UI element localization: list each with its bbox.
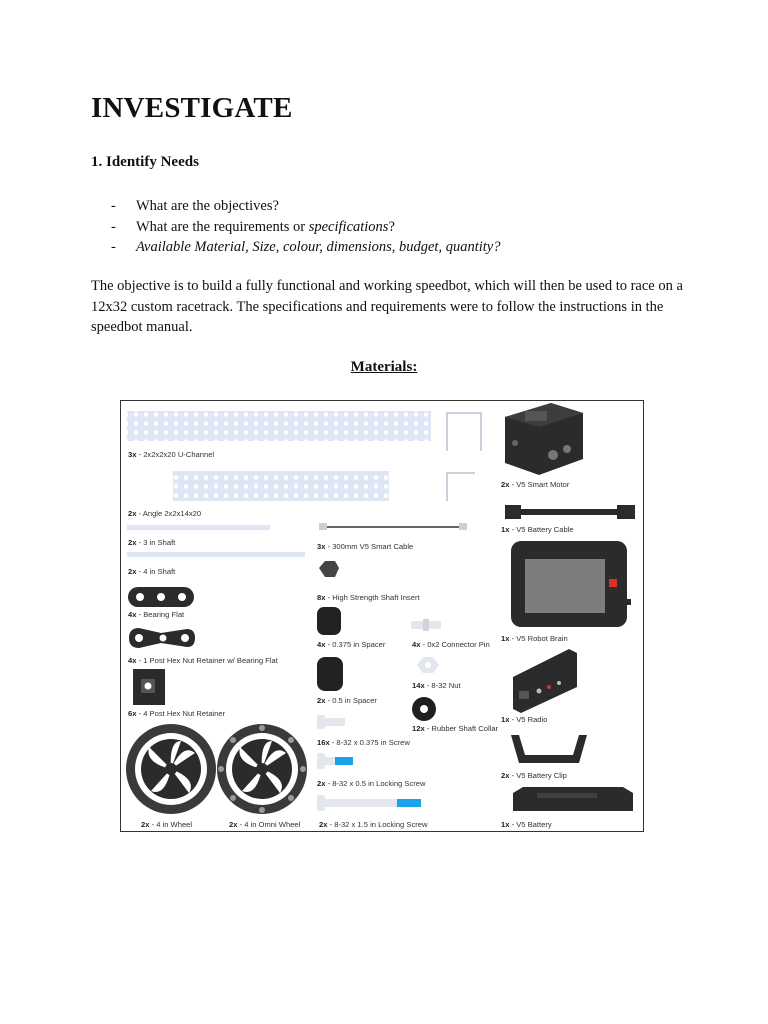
material-qty: 3x [128,450,137,459]
material-label: 12x - Rubber Shaft Collar [412,724,499,733]
battery-cable-image [505,505,635,519]
list-item [111,196,500,217]
material-label: 2x - V5 Smart Motor [501,480,570,489]
angle-image [173,471,389,501]
material-label: 6x - 4 Post Hex Nut Retainer [128,709,226,718]
robot-brain-image [511,541,631,627]
bullet-text-end: ? [388,218,395,235]
spacer-05-image [317,657,343,691]
material-label: 2x - Angle 2x2x14x20 [128,509,202,518]
material-label: 2x - 8-32 x 1.5 in Locking Screw [319,820,428,829]
material-label: 2x - 0.5 in Spacer [317,696,377,705]
material-label: 2x - 3 in Shaft [128,538,176,547]
list-item [111,217,500,238]
materials-heading: Materials: [350,359,418,375]
section-heading: 1. Identify Needs [91,154,199,170]
smart-motor-image [505,403,583,475]
bullet-text: Available Material, Size, colour, dimensions, budget, quantity? [136,239,501,255]
locking-screw-15-image [317,795,421,811]
material-label: 1x - V5 Radio [501,715,548,724]
material-label: 1x - V5 Robot Brain [501,634,568,643]
wheel-image [126,724,216,814]
shaft-collar-image [412,697,436,721]
shaft-3in-image [127,525,270,530]
material-label: 14x - 8-32 Nut [412,681,461,690]
u-channel-image [127,411,431,441]
material-label: 4x - Bearing Flat [128,610,185,619]
omni-wheel-image [217,724,307,814]
hex-retainer-4post-image [133,669,165,705]
material-label: 1x - V5 Battery [501,820,552,829]
material-label: 2x - V5 Battery Clip [501,771,567,780]
shaft-4in-image [127,552,305,557]
battery-image [513,787,633,811]
material-label: 1x - V5 Battery Cable [501,525,574,534]
materials-figure [120,400,644,832]
material-label: 16x - 8-32 x 0.375 in Screw [317,738,410,747]
material-label: 3x - 300mm V5 Smart Cable [317,542,414,551]
material-label: 2x - 8-32 x 0.5 in Locking Screw [317,779,426,788]
bearing-flat-image [128,587,194,607]
needs-list [111,196,500,258]
bullet-dash: - [111,218,116,235]
material-label: 4x - 0.375 in Spacer [317,640,386,649]
bullet-text: What are the objectives? [136,198,279,214]
list-item [111,237,500,258]
nut-image [417,657,439,673]
smart-cable-image [319,523,467,530]
battery-clip-image [511,735,587,763]
materials-illustration [121,401,643,831]
connector-pin-image [411,619,441,631]
u-channel-end-view [447,413,481,501]
material-label: 8x - High Strength Shaft Insert [317,593,420,602]
bullet-dash: - [111,198,116,214]
material-name: 2x2x2x20 U-Channel [143,450,215,459]
shaft-insert-image [319,561,339,577]
radio-image [513,649,577,713]
screw-0375-image [317,715,345,729]
material-label: 4x - 1 Post Hex Nut Retainer w/ Bearing Flat [128,656,278,665]
page-title: INVESTIGATE [91,92,293,124]
hex-retainer-bearing-image [129,628,195,648]
objective-paragraph: The objective is to build a fully functional and working speedbot, which will then be used to race on a 12x32 custom racetrack. The specifications and requirements were to follow the instructions in the speedbot manual. [91,278,683,335]
bullet-emphasis: specifications [308,218,389,235]
material-label: 2x - 4 in Wheel [141,820,193,829]
material-label: 2x - 4 in Omni Wheel [229,820,301,829]
locking-screw-05-image [317,753,353,769]
material-label: 3x - 2x2x2x20 U-Channel [128,450,215,459]
material-label: 4x - 0x2 Connector Pin [412,640,490,649]
spacer-0375-image [317,607,341,635]
material-label: 2x - 4 in Shaft [128,567,176,576]
bullet-dash: - [111,239,116,255]
bullet-text: What are the requirements or [136,218,309,235]
